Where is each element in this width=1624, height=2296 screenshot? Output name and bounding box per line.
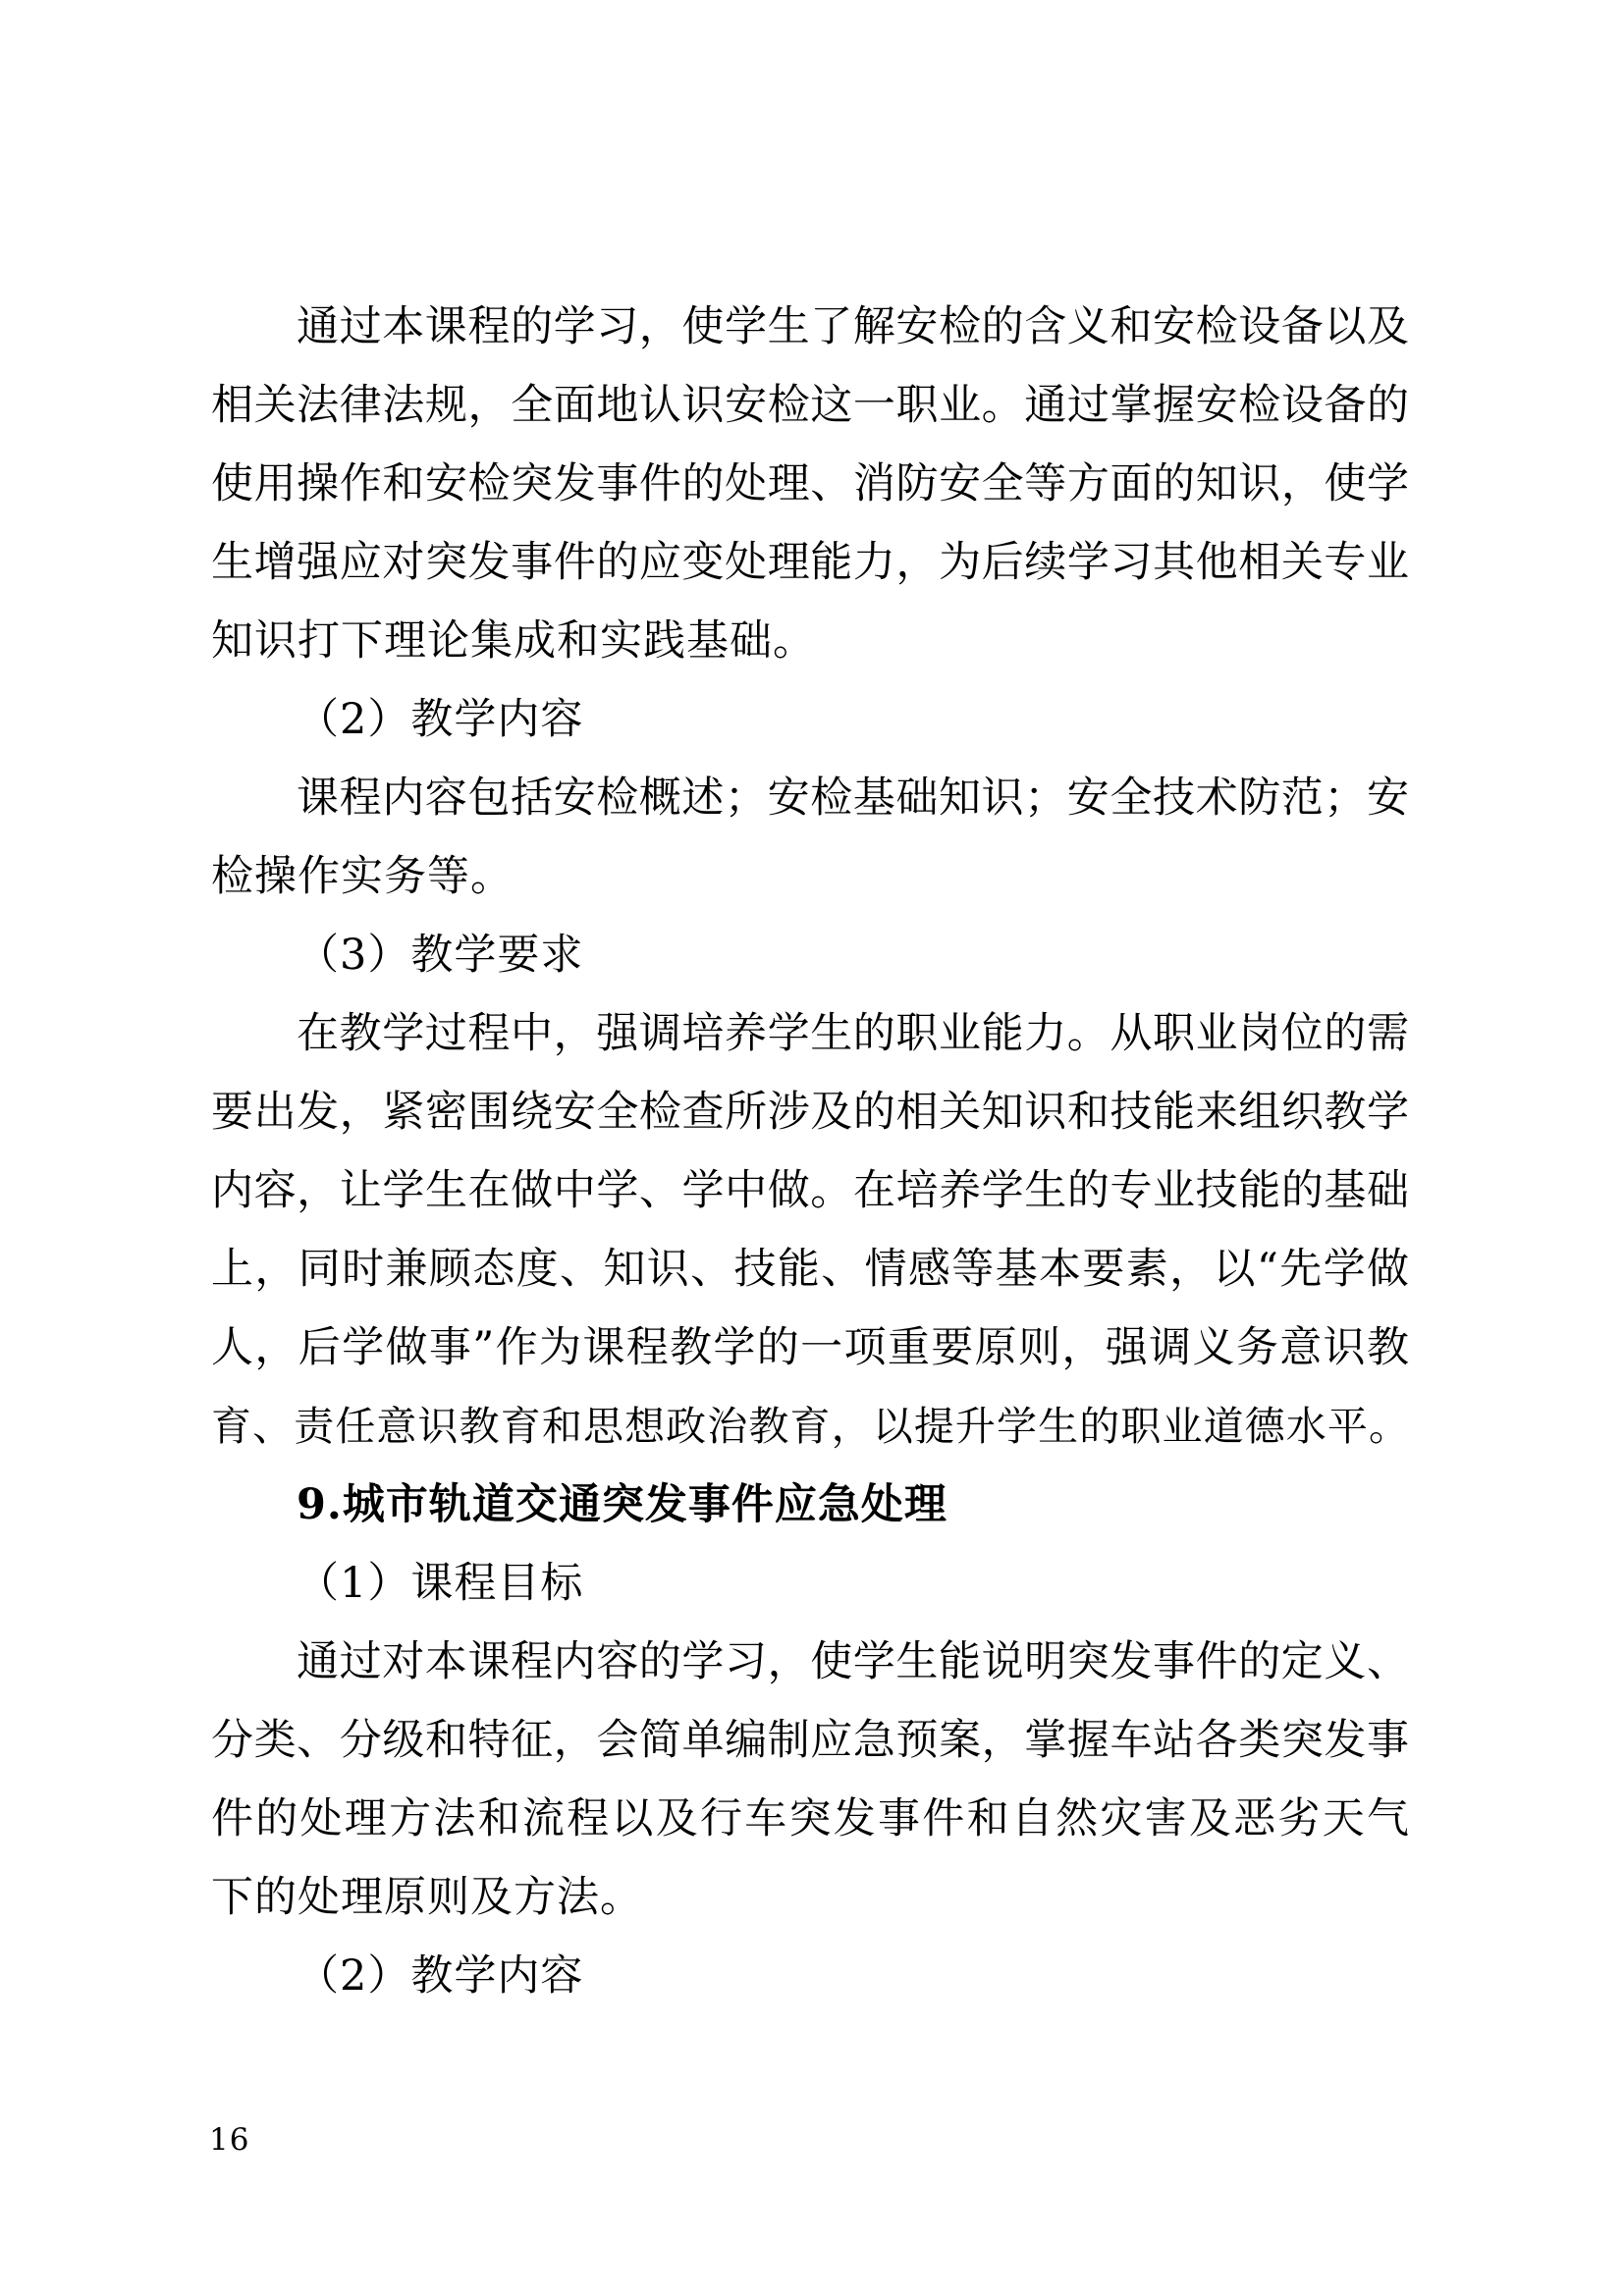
body-text-line: 通过本课程的学习，使学生了解安检的含义和安检设备以及 <box>297 302 1409 351</box>
body-text-line: 件的处理方法和流程以及行车突发事件和自然灾害及恶劣天气 <box>211 1794 1409 1843</box>
page-number: 16 <box>209 2122 250 2158</box>
body-text-line: 课程内容包括安检概述；安检基础知识；安全技术防范；安 <box>297 774 1409 823</box>
body-text-line: 生增强应对突发事件的应变处理能力，为后续学习其他相关专业 <box>211 538 1409 587</box>
document-body <box>211 288 1409 2015</box>
body-text-line: 检操作实务等。 <box>211 852 514 901</box>
body-text-line: 上，同时兼顾态度、知识、技能、情感等基本要素，以“先学做 <box>211 1245 1409 1294</box>
body-text-line: 分类、分级和特征，会简单编制应急预案，掌握车站各类突发事 <box>211 1716 1409 1765</box>
body-text-line: 通过对本课程内容的学习，使学生能说明突发事件的定义、 <box>297 1637 1409 1686</box>
body-text-line: 知识打下理论集成和实践基础。 <box>211 616 816 666</box>
body-text-line: 在教学过程中，强调培养学生的职业能力。从职业岗位的需 <box>297 1009 1409 1058</box>
subsection-heading-course-objectives: （1）课程目标 <box>297 1559 584 1608</box>
body-text-line: 使用操作和安检突发事件的处理、消防安全等方面的知识，使学 <box>211 459 1409 508</box>
subsection-heading-teaching-requirements: （3）教学要求 <box>297 931 584 980</box>
section-heading-9-emergency-handling: 9.城市轨道交通突发事件应急处理 <box>297 1480 947 1529</box>
body-text-line: 要出发，紧密围绕安全检查所涉及的相关知识和技能来组织教学 <box>211 1088 1409 1137</box>
body-text-line: 下的处理原则及方法。 <box>211 1873 643 1922</box>
subsection-heading-teaching-content-2: （2）教学内容 <box>297 1951 584 2001</box>
subsection-heading-teaching-content: （2）教学内容 <box>297 695 584 744</box>
body-text-line: 人，后学做事”作为课程教学的一项重要原则，强调义务意识教 <box>211 1323 1409 1372</box>
body-text-line: 内容，让学生在做中学、学中做。在培养学生的专业技能的基础 <box>211 1166 1409 1215</box>
body-text-line: 相关法律法规，全面地认识安检这一职业。通过掌握安检设备的 <box>211 381 1409 430</box>
body-text-line: 育、责任意识教育和思想政治教育，以提升学生的职业道德水平。 <box>211 1403 1409 1450</box>
